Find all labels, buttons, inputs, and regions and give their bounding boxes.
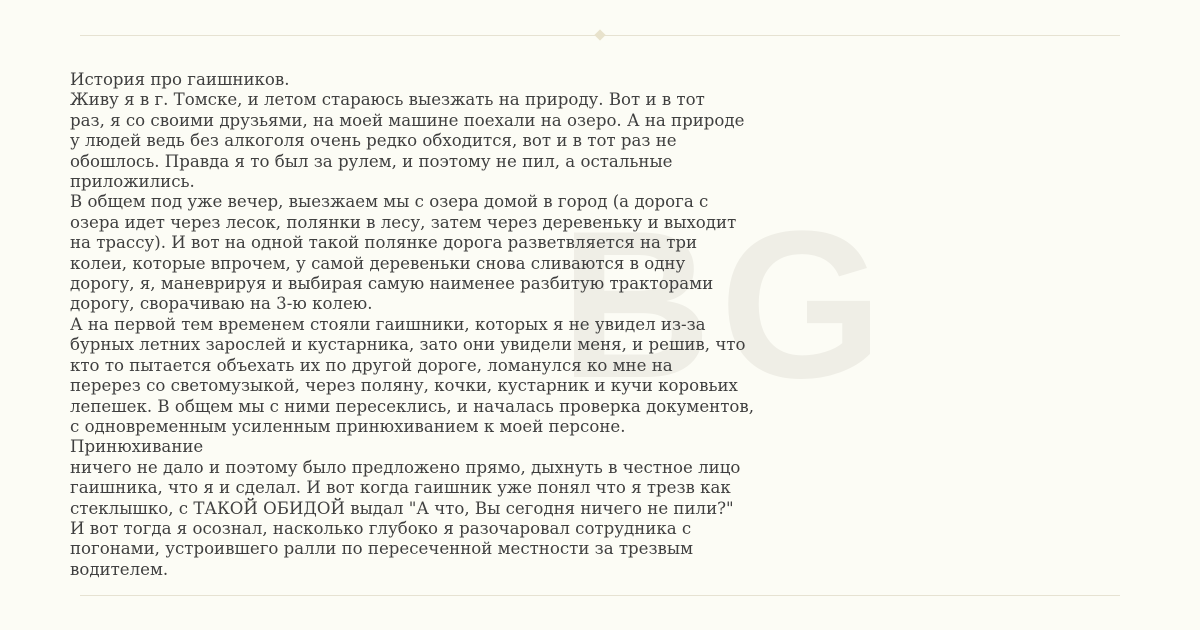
bottom-divider <box>80 595 1120 596</box>
story-title: История про гаишников. <box>70 70 290 89</box>
watermark-logo: BG <box>560 187 891 422</box>
story-paragraph: Живу я в г. Томске, и летом стараюсь выезжать на природу. Вот и в тот раз, я со своими друзьями, на моей машине поехали на озеро. А на природе у людей ведь без алкоголя очень редко обходится, вот и в тот раз не обошлось. Правда я то был за рулем, и поэтому не пил, а остальные приложились. <box>70 90 745 192</box>
divider-diamond-icon <box>594 29 605 40</box>
story-text <box>70 70 760 580</box>
story-paragraph: И вот тогда я осознал, насколько глубоко я разочаровал сотрудника с погонами, устроившего ралли по пересеченной местности за трезвым водителем. <box>70 518 693 579</box>
story-paragraph: А на первой тем временем стояли гаишники, которых я не увидел из-за бурных летних зарослей и кустарника, зато они увидели меня, и решив, что кто то пытается объехать их по другой дороге, ломанулся ко мне на перерез со светомузыкой, через поляну, кочки, кустарник и кучи коровьих лепешек. В общем мы с ними пересеклись, и началась проверка документов, с одновременным усиленным принюхиванием к моей персоне. Принюхивание ничего не дало и поэтому было предложено прямо, дыхнуть в честное лицо гаишника, что я и сделал. И вот когда гаишник уже понял что я трезв как стеклышко, с ТАКОЙ ОБИДОЙ выдал "А что, Вы сегодня ничего не пили?" <box>70 314 754 518</box>
story-paragraph: В общем под уже вечер, выезжаем мы с озера домой в город (а дорога с озера идет через лесок, полянки в лесу, затем через деревеньку и выходит на трассу). И вот на одной такой полянке дорога разветвляется на три колеи, которые впрочем, у самой деревеньки снова сливаются в одну дорогу, я, маневрируя и выбирая самую наименее разбитую тракторами дорогу, сворачиваю на 3-ю колею. <box>70 192 737 314</box>
